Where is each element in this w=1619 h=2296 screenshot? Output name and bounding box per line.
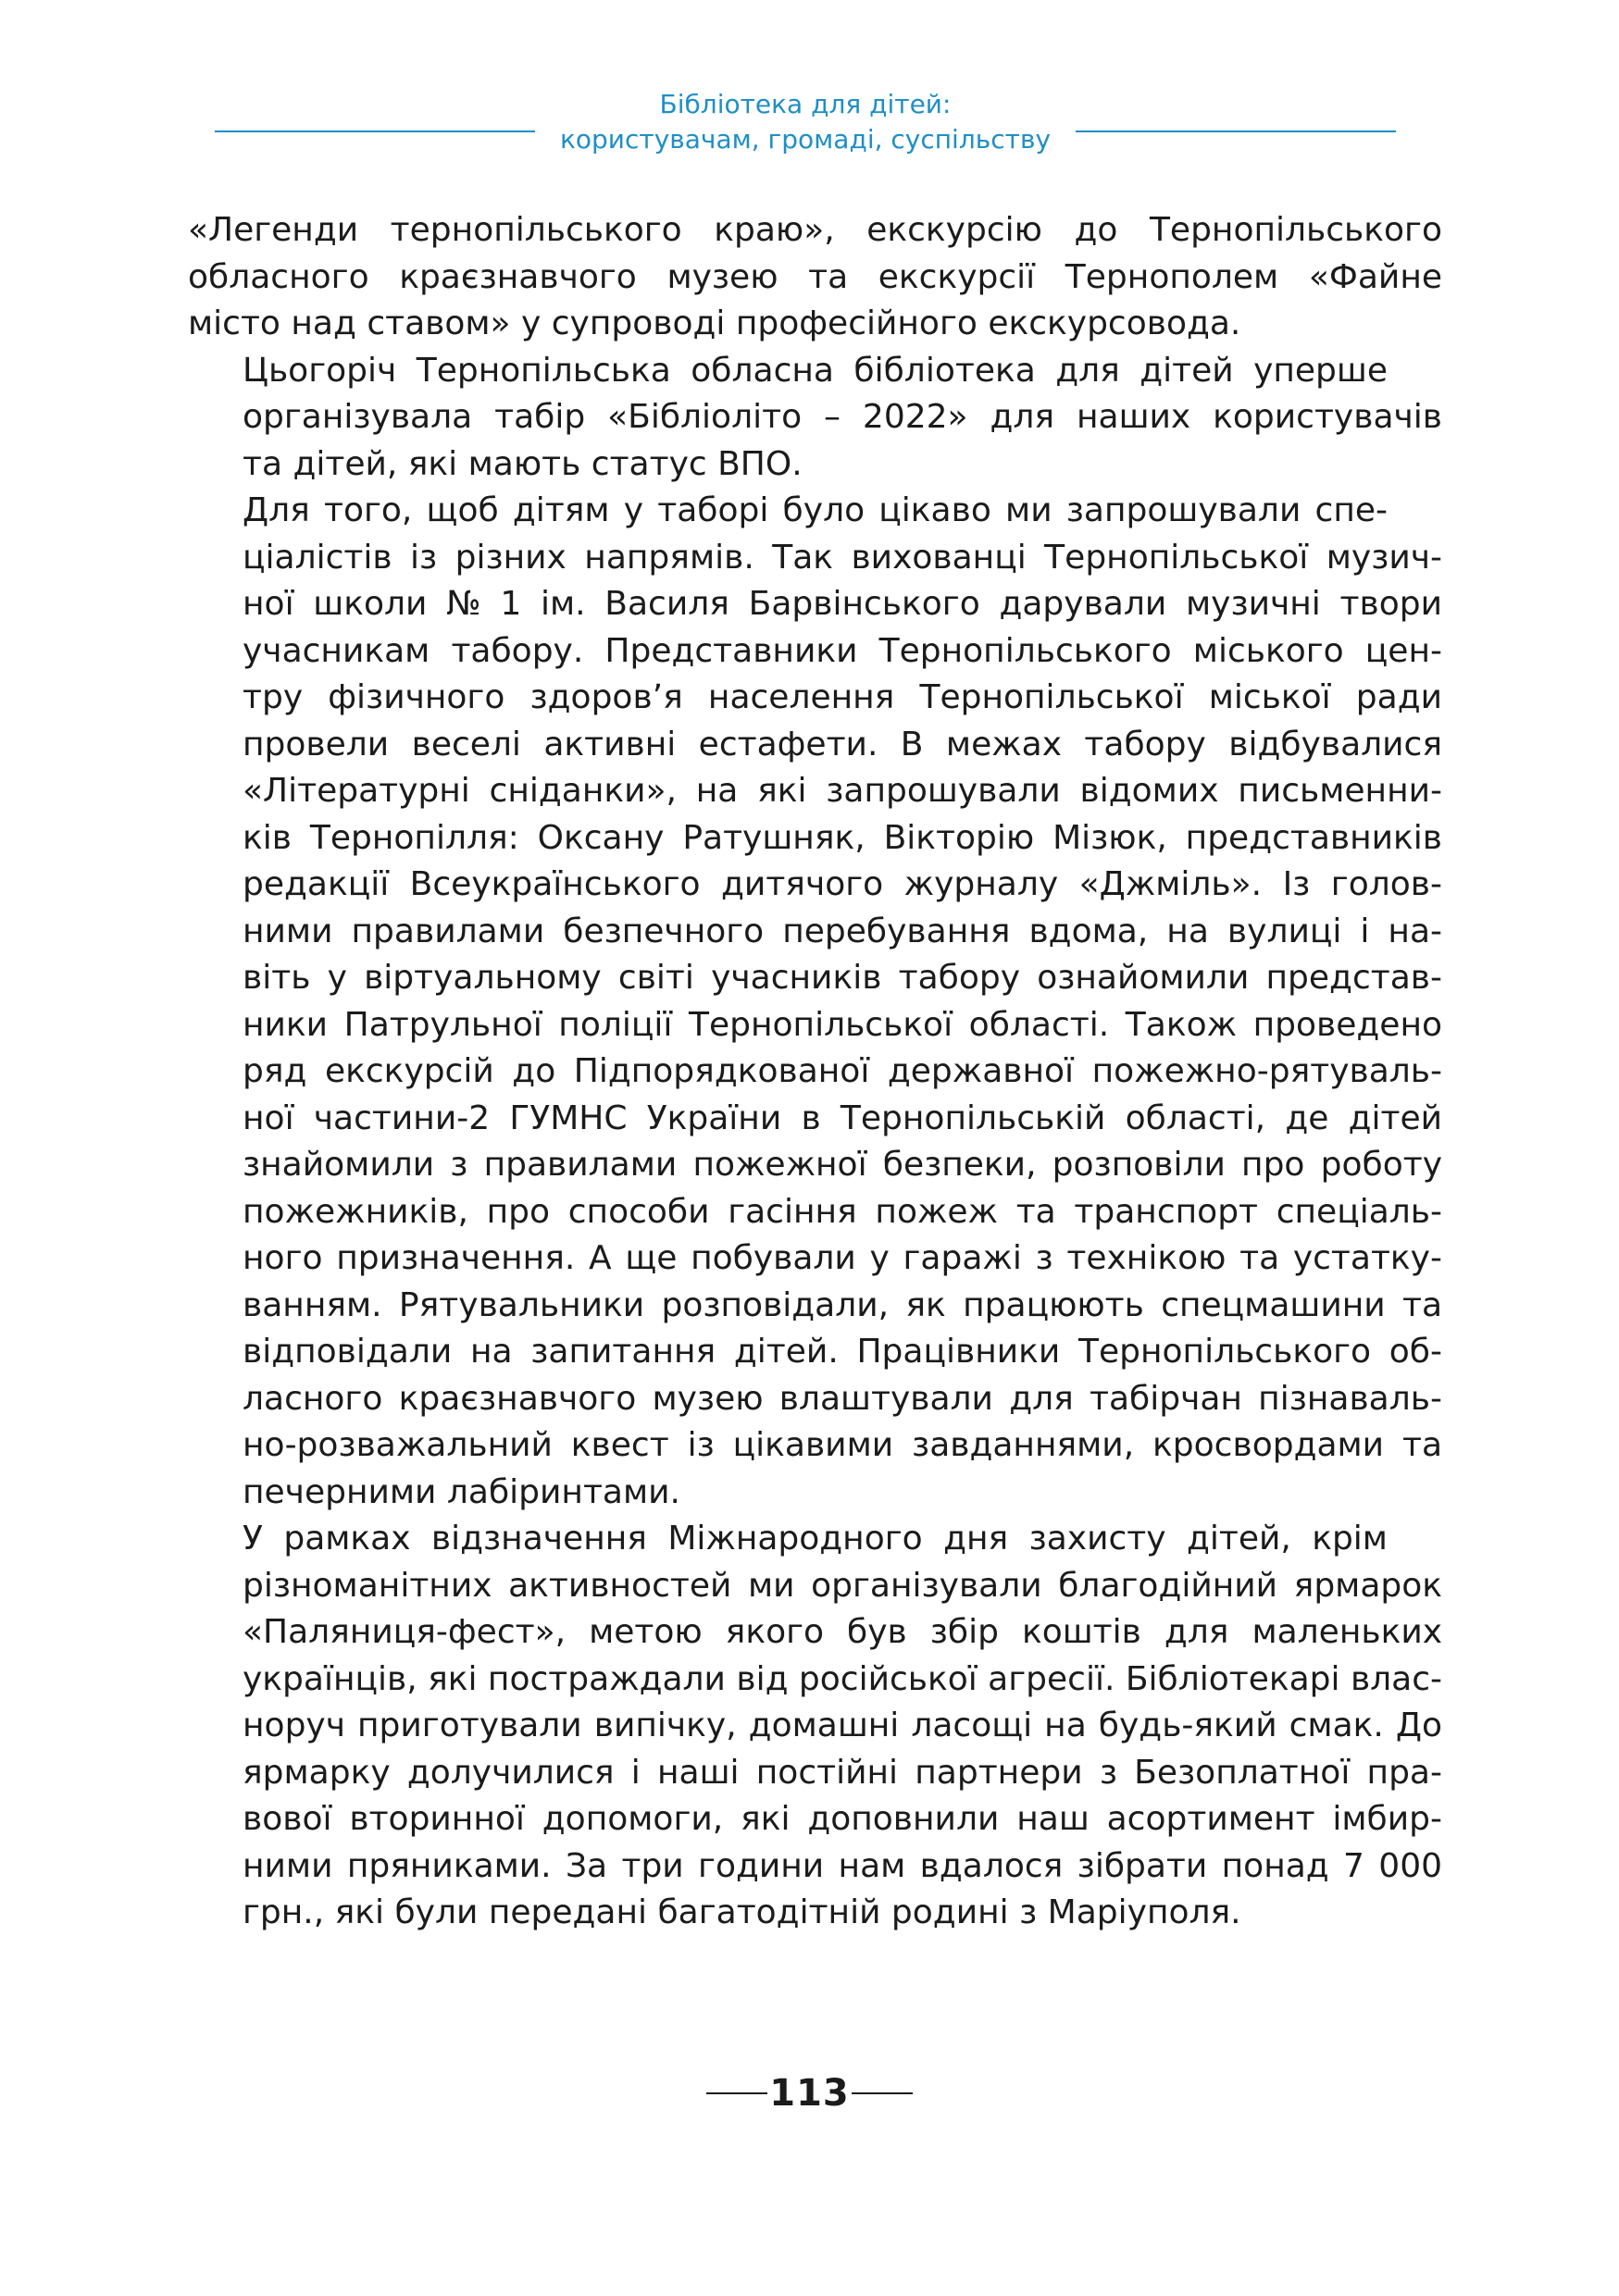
header-title-line-1: Бібліотека для дітей: — [659, 89, 952, 119]
text-line: грн., які були передані багатодітній родині з Маріуполя. — [243, 1893, 1241, 1931]
text-line: ними пряниками. За три години нам вдалося зібрати понад 7 000 — [243, 1846, 1443, 1885]
text-line: місто над ставом» у супроводі професійного екскурсовода. — [188, 304, 1241, 342]
text-line: ної частини-2 ГУМНС України в Тернопільській області, де дітей — [243, 1098, 1442, 1137]
text-line: «Літературні сніданки», на які запрошували відомих письменни- — [243, 772, 1442, 810]
text-line: ків Тернопілля: Оксану Ратушняк, Вікторію Мізюк, представників — [243, 818, 1443, 857]
text-line: ласного краєзнавчого музею влаштували для табірчан пізнаваль- — [243, 1379, 1442, 1418]
text-line: редакції Всеукраїнського дитячого журналу «Джміль». Із голов- — [243, 865, 1442, 903]
text-line: обласного краєзнавчого музею та екскурсії Тернополем «Файне — [188, 257, 1442, 296]
page-footer — [0, 2066, 1619, 2121]
text-line: знайомили з правилами пожежної безпеки, розповіли про роботу — [243, 1146, 1442, 1184]
text-line: тру фізичного здоров’я населення Тернопільської міської ради — [243, 678, 1442, 716]
paragraph — [188, 1516, 1442, 1937]
text-line: Для того, щоб дітям у таборі було цікаво ми запрошували спе- — [243, 491, 1388, 529]
text-line: ного призначення. А ще побували у гаражі з технікою та устатку- — [243, 1239, 1442, 1277]
text-line: пожежників, про способи гасіння пожеж та транспорт спеціаль- — [243, 1192, 1442, 1231]
text-line: ної школи № 1 ім. Василя Барвінського дарували музичні твори — [243, 585, 1442, 623]
running-header — [0, 87, 1619, 176]
text-line: «Паляниця-фест», метою якого був збір коштів для маленьких — [243, 1613, 1443, 1651]
text-line: учасникам табору. Представники Тернопільського міського цен- — [243, 631, 1442, 670]
text-line: ники Патрульної поліції Тернопільської області. Також проведено — [243, 1005, 1443, 1044]
text-line: норуч приготували випічку, домашні ласощі на будь-який смак. До — [243, 1706, 1443, 1744]
text-line: ряд екскурсій до Підпорядкованої державної пожежно-рятуваль- — [243, 1052, 1443, 1090]
text-line: українців, які постраждали від російської агресії. Бібліотекарі влас- — [242, 1659, 1443, 1698]
header-rule-right — [1076, 130, 1396, 132]
text-line: «Легенди тернопільського краю», екскурсію до Тернопільського — [188, 211, 1442, 249]
paragraph — [188, 488, 1442, 1516]
body-text — [188, 207, 1442, 1937]
page-number: 113 — [769, 2072, 850, 2115]
text-line: ціалістів із різних напрямів. Так вихованці Тернопільської музич- — [243, 538, 1442, 577]
text-line: організувала табір «Бібліоліто – 2022» для наших користувачів — [243, 398, 1442, 436]
text-line: Цьогоріч Тернопільська обласна бібліотека для дітей уперше — [243, 351, 1388, 390]
header-rule-left — [215, 130, 535, 132]
text-line: провели веселі активні естафети. В межах табору відбувалися — [243, 725, 1442, 763]
page-number-rule-right — [852, 2092, 913, 2094]
text-line: но-розважальний квест із цікавими завданнями, кросвордами та — [243, 1426, 1443, 1464]
text-line: віть у віртуальному світі учасників табору ознайомили представ- — [243, 959, 1442, 997]
text-line: та дітей, які мають статус ВПО. — [243, 444, 803, 483]
text-line: печерними лабіринтами. — [243, 1472, 680, 1511]
text-line: ярмарку долучилися і наші постійні партнери з Безоплатної пра- — [243, 1753, 1442, 1792]
text-line: ванням. Рятувальники розповідали, як працюють спецмашини та — [243, 1285, 1443, 1324]
text-line: різноманітних активностей ми організували благодійний ярмарок — [243, 1566, 1443, 1605]
text-line: У рамках відзначення Міжнародного дня захисту дітей, крім — [243, 1520, 1388, 1558]
text-line: ними правилами безпечного перебування вдома, на вулиці і на- — [243, 912, 1443, 950]
text-line: відповідали на запитання дітей. Працівники Тернопільського об- — [243, 1333, 1442, 1371]
text-line: вової вторинної допомоги, які доповнили наш асортимент імбир- — [243, 1800, 1442, 1838]
paragraph — [188, 348, 1442, 489]
header-title-line-2: користувачам, громаді, суспільству — [559, 124, 1052, 155]
header-title — [535, 87, 1076, 157]
page-number-rule-left — [706, 2092, 767, 2094]
paragraph — [188, 207, 1442, 348]
